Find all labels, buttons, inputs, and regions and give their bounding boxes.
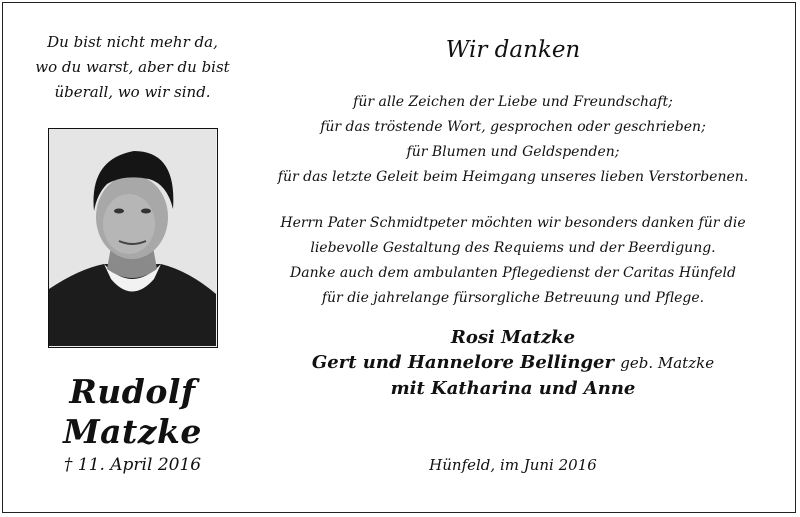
motto-line: Du bist nicht mehr da, — [47, 33, 218, 51]
motto-line: überall, wo wir sind. — [54, 83, 211, 101]
thanks-heading: Wir danken — [445, 37, 581, 63]
thanks-paragraph-1 — [258, 90, 768, 190]
death-date: † 11. April 2016 — [63, 455, 202, 475]
text-line: für das letzte Geleit beim Heimgang unseres lieben Verstorbenen. — [277, 169, 749, 185]
left-column — [20, 30, 245, 105]
motto — [20, 30, 245, 105]
motto-line: wo du warst, aber du bist — [35, 58, 230, 76]
text-line: Danke auch dem ambulanten Pflegedienst der Caritas Hünfeld — [290, 265, 736, 281]
last-name: Matzke — [63, 412, 202, 451]
signatory-line: Rosi Matzke — [450, 327, 576, 348]
signatory-name: Gert und Hannelore Bellinger — [311, 352, 614, 373]
signatory-line: mit Katharina und Anne — [390, 378, 636, 399]
first-name: Rudolf — [69, 372, 196, 411]
text-line: Herrn Pater Schmidtpeter möchten wir besonders danken für die — [280, 215, 746, 231]
text-line: für das tröstende Wort, gesprochen oder geschrieben; — [320, 119, 706, 135]
portrait-photo — [48, 128, 218, 348]
right-column — [258, 34, 768, 401]
thanks-paragraph-2 — [258, 211, 768, 311]
signatory-line — [258, 350, 768, 376]
maiden-name-note: geb. Matzke — [620, 354, 715, 372]
text-line: für alle Zeichen der Liebe und Freundschaft; — [353, 94, 673, 110]
text-line: liebevolle Gestaltung des Requiems und der Beerdigung. — [310, 240, 716, 256]
deceased-name — [20, 372, 245, 452]
portrait-image — [49, 129, 216, 346]
text-line: für die jahrelange fürsorgliche Betreuung und Pflege. — [321, 290, 705, 306]
place-date: Hünfeld, im Juni 2016 — [429, 456, 597, 474]
signatories — [258, 325, 768, 401]
text-line: für Blumen und Geldspenden; — [406, 144, 620, 160]
